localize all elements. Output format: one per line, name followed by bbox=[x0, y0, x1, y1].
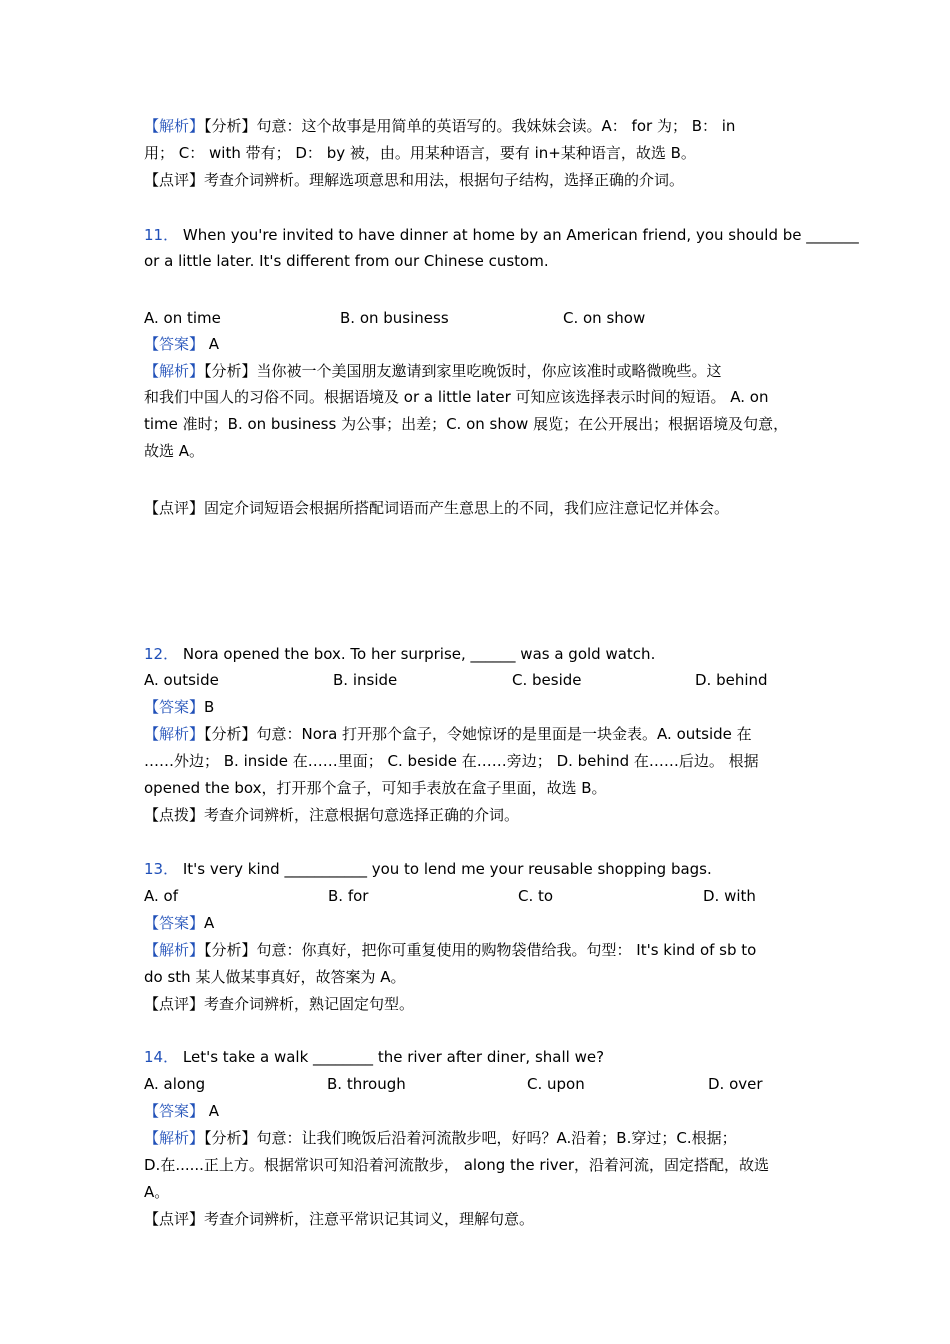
q12-option-d: D. behind bbox=[695, 671, 768, 689]
q13-analysis-line-2: do sth 某人做某事真好，故答案为 A。 bbox=[144, 968, 406, 986]
q11-option-a: A. on time bbox=[144, 309, 221, 327]
q11-stem-line-1: 11． When you're invited to have dinner at home by an American friend, you should be _______ bbox=[144, 226, 859, 244]
q11-option-b: B. on business bbox=[340, 309, 449, 327]
q13-answer: 【答案】A bbox=[144, 914, 215, 932]
q12-analysis-line-1: 【解析】【分析】句意：Nora 打开那个盒子，令她惊讶的是里面是一块金表。A. outside 在 bbox=[144, 725, 752, 743]
q14-option-b: B. through bbox=[327, 1075, 406, 1093]
answer-tag: 【答案】 bbox=[144, 335, 205, 353]
analysis-tag: 【解析】 bbox=[144, 1129, 205, 1147]
q12-option-a: A. outside bbox=[144, 671, 219, 689]
q14-comment: 【点评】考查介词辨析，注意平常识记其词义，理解句意。 bbox=[144, 1210, 535, 1228]
analysis-tag: 【解析】 bbox=[144, 941, 205, 959]
q14-answer: 【答案】 A bbox=[144, 1102, 220, 1120]
q11-analysis-line-2: 和我们中国人的习俗不同。根据语境及 or a little later 可知应该选择表示时间的短语。 A. on bbox=[144, 388, 769, 406]
q12-analysis-line-3: opened the box，打开那个盒子，可知手表放在盒子里面，故选 B。 bbox=[144, 779, 607, 797]
prev-analysis-line-1: 【解析】【分析】句意：这个故事是用简单的英语写的。我妹妹会读。A： for 为； B： in bbox=[144, 117, 736, 135]
q14-stem: 14． Let's take a walk ________ the river after diner, shall we? bbox=[144, 1048, 605, 1066]
q14-option-d: D. over bbox=[708, 1075, 763, 1093]
q13-analysis-line-1: 【解析】【分析】句意：你真好，把你可重复使用的购物袋借给我。句型： It's kind of sb to bbox=[144, 941, 757, 959]
q12-option-b: B. inside bbox=[333, 671, 398, 689]
question-number: 14． bbox=[144, 1048, 179, 1066]
q12-comment: 【点拨】考查介词辨析，注意根据句意选择正确的介词。 bbox=[144, 806, 520, 824]
q14-analysis-line-1: 【解析】【分析】句意：让我们晚饭后沿着河流散步吧，好吗？A.沿着；B.穿过；C.根据； bbox=[144, 1129, 737, 1147]
question-number: 12． bbox=[144, 645, 179, 663]
q11-comment: 【点评】固定介词短语会根据所搭配词语而产生意思上的不同，我们应注意记忆并体会。 bbox=[144, 499, 730, 517]
q11-answer: 【答案】 A bbox=[144, 335, 220, 353]
q11-stem-line-2: or a little later. It's different from our Chinese custom. bbox=[144, 252, 549, 270]
q12-stem: 12． Nora opened the box. To her surprise, ______ was a gold watch. bbox=[144, 645, 656, 663]
prev-analysis-line-2: 用； C： with 带有； D： by 被，由。用某种语言，要有 in+某种语言，故选 B。 bbox=[144, 144, 696, 162]
answer-tag: 【答案】 bbox=[144, 1102, 205, 1120]
q12-analysis-line-2: ……外边； B. inside 在……里面； C. beside 在……旁边； D. behind 在……后边。 根据 bbox=[144, 752, 759, 770]
q13-option-c: C. to bbox=[518, 887, 554, 905]
q14-analysis-line-3: A。 bbox=[144, 1183, 170, 1201]
question-number: 13． bbox=[144, 860, 179, 878]
q13-comment: 【点评】考查介词辨析，熟记固定句型。 bbox=[144, 995, 415, 1013]
q13-option-b: B. for bbox=[328, 887, 369, 905]
q13-option-a: A. of bbox=[144, 887, 178, 905]
analysis-tag: 【解析】 bbox=[144, 725, 205, 743]
q11-analysis-line-1: 【解析】【分析】当你被一个美国朋友邀请到家里吃晚饭时，你应该准时或略微晚些。这 bbox=[144, 362, 722, 380]
q14-option-a: A. along bbox=[144, 1075, 206, 1093]
q13-option-d: D. with bbox=[703, 887, 756, 905]
q12-option-c: C. beside bbox=[512, 671, 582, 689]
q11-option-c: C. on show bbox=[563, 309, 646, 327]
q11-analysis-line-4: 故选 A。 bbox=[144, 442, 205, 460]
question-number: 11． bbox=[144, 226, 179, 244]
q14-analysis-line-2: D.在......正上方。根据常识可知沿着河流散步， along the river，沿着河流，固定搭配，故选 bbox=[144, 1156, 770, 1174]
analysis-tag: 【解析】 bbox=[144, 362, 205, 380]
answer-tag: 【答案】 bbox=[144, 914, 205, 932]
q12-answer: 【答案】B bbox=[144, 698, 215, 716]
analysis-tag: 【解析】 bbox=[144, 117, 205, 135]
q11-analysis-line-3: time 准时；B. on business 为公事；出差；C. on show 展览；在公开展出；根据语境及句意， bbox=[144, 415, 789, 433]
prev-comment: 【点评】考查介词辨析。理解选项意思和用法，根据句子结构，选择正确的介词。 bbox=[144, 171, 685, 189]
q13-stem: 13． It's very kind ___________ you to lend me your reusable shopping bags. bbox=[144, 860, 712, 878]
q14-option-c: C. upon bbox=[527, 1075, 585, 1093]
answer-tag: 【答案】 bbox=[144, 698, 205, 716]
